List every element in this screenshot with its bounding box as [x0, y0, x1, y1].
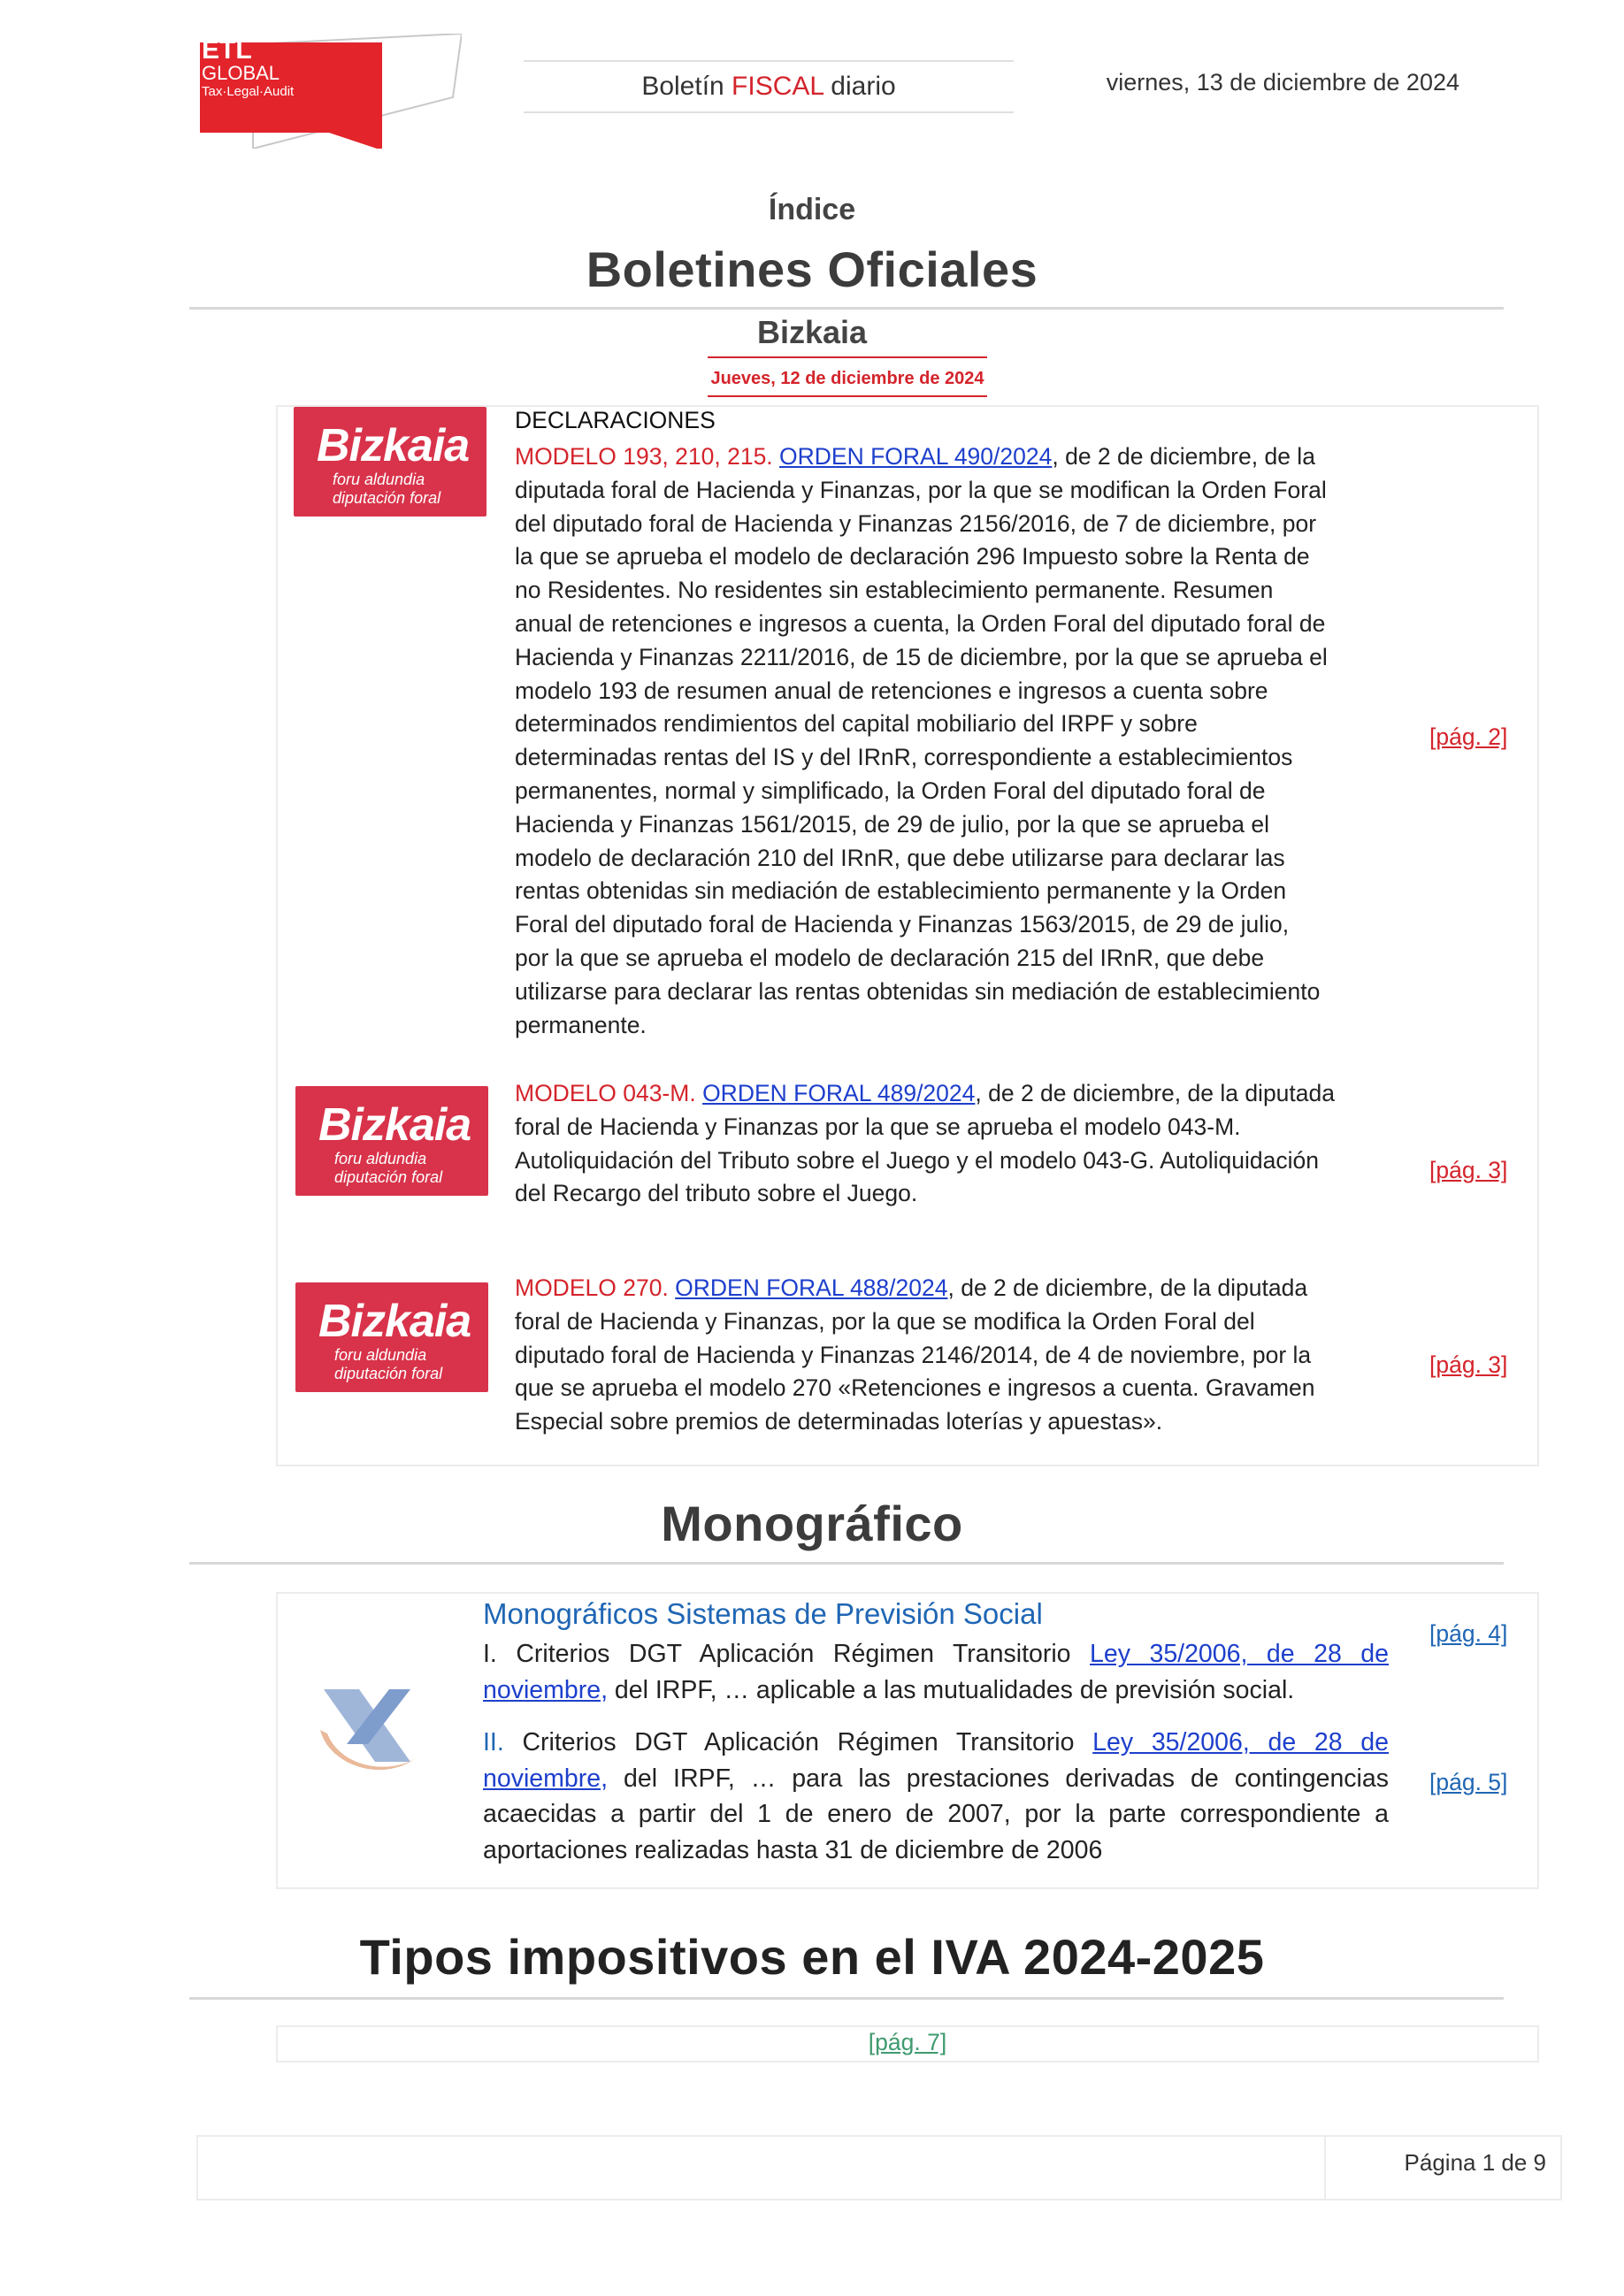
entry-line: diputado foral de Hacienda y Finanzas 2146/2014, de 4 de noviembre, por la — [515, 1341, 1312, 1368]
entry-line: Autoliquidación del Tributo sobre el Juego y el modelo 043-G. Autoliquidación — [515, 1146, 1319, 1174]
aeat-logo — [311, 1677, 421, 1787]
section-divider — [189, 1997, 1504, 2000]
monografico-item-2 — [483, 1725, 1389, 1868]
entry-line: permanente. — [515, 1011, 647, 1038]
entry-model: MODELO 270. — [515, 1274, 676, 1301]
region-date: Jueves, 12 de diciembre de 2024 — [710, 369, 984, 388]
entry-first-line — [515, 440, 1389, 474]
ley-link[interactable]: noviembre, — [483, 1764, 608, 1793]
bizkaia-logo-name: Bizkaia — [318, 1099, 471, 1151]
bizkaia-logo — [295, 1086, 488, 1196]
section-divider — [189, 1562, 1504, 1565]
entry-line: anual de retenciones e ingresos a cuenta, la Orden Foral del diputado foral de — [515, 609, 1326, 637]
section-title-monografico: Monográfico — [661, 1496, 963, 1551]
aeat-icon — [311, 1677, 421, 1787]
ley-link[interactable]: Ley 35/2006, de 28 de — [1090, 1640, 1389, 1668]
entry-first-line — [515, 1077, 1389, 1111]
entry-line: acaecidas a partir del 1 de enero de 2007, por la parte correspondiente a — [483, 1800, 1389, 1828]
entry-line: determinados rendimientos del capital mobiliario del IRPF y sobre — [515, 710, 1198, 738]
entry-line: por la que se aprueba el modelo de declaración 215 del IRnR, que debe — [515, 944, 1265, 971]
bizkaia-logo-sub1: foru aldundia — [334, 1150, 427, 1167]
entry-line: Hacienda y Finanzas 2211/2016, de 15 de diciembre, por la que se aprueba el — [515, 643, 1328, 670]
monografico-item-1 — [483, 1636, 1389, 1708]
entry-first-line — [483, 1636, 1389, 1672]
title-accent: FISCAL — [732, 72, 823, 101]
entry-first-line — [515, 1272, 1389, 1305]
entry-line: Foral del diputado foral de Hacienda y Finanzas 1563/2015, de 29 de julio, — [515, 911, 1290, 938]
entry-line: la que se aprueba el modelo de declaración 296 Impuesto sobre la Renta de — [515, 543, 1310, 570]
entry-line: Especial sobre premios de determinadas loterías y apuestas». — [515, 1408, 1163, 1435]
item-pre: Criterios DGT Aplicación Régimen Transitorio — [503, 1728, 1093, 1756]
item-numeral: II. — [483, 1728, 504, 1756]
entry-line: permanentes, normal y simplificado, la Orden Foral del diputado foral de — [515, 777, 1266, 804]
entry-line: rentas obtenidas sin mediación de establecimiento permanente y la Orden — [515, 877, 1287, 905]
logo-line1: GLOBAL — [202, 62, 280, 84]
entry-line: modelo 193 de resumen anual de retenciones e ingresos a cuenta sobre — [515, 677, 1268, 704]
footer-divider — [1324, 2137, 1326, 2199]
logo-line2: Tax·Legal·Audit — [202, 84, 295, 99]
region-date-rule — [708, 395, 987, 397]
entry-line: , de 2 de diciembre, de la diputada — [975, 1080, 1335, 1106]
logo-brand: ETL — [202, 35, 252, 65]
title-suffix: diario — [823, 72, 896, 101]
page-link[interactable]: [pág. 7] — [868, 2029, 947, 2055]
entry-line: diputada foral de Hacienda y Finanzas, por la que se modifican la Orden Foral — [515, 476, 1327, 503]
bizkaia-logo — [294, 407, 486, 517]
category-label: DECLARACIONES — [515, 407, 716, 433]
entry-line — [483, 1672, 1389, 1709]
etl-global-logo — [196, 34, 462, 149]
item-rest: del IRPF, … aplicable a las mutualidades de previsión social. — [607, 1675, 1295, 1704]
entry-model: MODELO 193, 210, 215. — [515, 443, 780, 470]
header-date: viernes, 13 de diciembre de 2024 — [1106, 69, 1459, 96]
entry-line: no Residentes. No residentes sin establecimiento permanente. Resumen — [515, 577, 1274, 604]
entry-line: foral de Hacienda y Finanzas por la que se aprueba el modelo 043-M. — [515, 1113, 1241, 1140]
page-link[interactable]: [pág. 3] — [1429, 1157, 1508, 1183]
bizkaia-logo-sub2: diputación foral — [334, 1168, 443, 1186]
page-number: Página 1 de 9 — [1404, 2149, 1546, 2176]
item-rest: del IRPF, … para las prestaciones derivadas de contingencias — [607, 1764, 1389, 1793]
entry-line — [483, 1761, 1389, 1797]
region-rule — [708, 356, 987, 358]
entry-modelo-043 — [515, 1077, 1389, 1211]
entry-model: MODELO 043-M. — [515, 1080, 703, 1106]
section-divider — [189, 307, 1504, 310]
orden-foral-link[interactable]: ORDEN FORAL 489/2024 — [702, 1080, 976, 1106]
bizkaia-logo — [295, 1282, 488, 1392]
entry-line: , de 2 de diciembre, de la diputada — [947, 1274, 1308, 1301]
ley-link[interactable]: noviembre, — [483, 1675, 608, 1704]
page-link[interactable]: [pág. 3] — [1429, 1351, 1508, 1378]
bizkaia-logo-name: Bizkaia — [317, 420, 470, 471]
entry-line: foral de Hacienda y Finanzas, por la que se modifica la Orden Foral del — [515, 1307, 1255, 1335]
entry-modelo-270 — [515, 1272, 1389, 1439]
entry-line: del Recargo del tributo sobre el Juego. — [515, 1180, 918, 1207]
page-link[interactable]: [pág. 2] — [1429, 723, 1508, 750]
bulletin-title — [524, 60, 1014, 113]
bizkaia-logo-sub1: foru aldundia — [334, 1346, 427, 1364]
title-prefix: Boletín — [641, 72, 732, 101]
page-link[interactable]: [pág. 4] — [1429, 1620, 1508, 1647]
entry-line: del diputado foral de Hacienda y Finanzas 2156/2016, de 7 de diciembre, por — [515, 509, 1317, 537]
entry-line: , de 2 de diciembre, de la — [1052, 443, 1315, 470]
page-link[interactable]: [pág. 5] — [1429, 1769, 1508, 1795]
page-footer — [196, 2135, 1562, 2200]
entry-line: Hacienda y Finanzas 1561/2015, de 29 de julio, por la que se aprueba el — [515, 810, 1270, 838]
orden-foral-link[interactable]: ORDEN FORAL 488/2024 — [675, 1274, 948, 1301]
item-pre: Criterios DGT Aplicación Régimen Transitorio — [496, 1640, 1091, 1668]
region-title: Bizkaia — [756, 314, 868, 350]
orden-foral-link[interactable]: ORDEN FORAL 490/2024 — [779, 443, 1053, 470]
entry-line: determinadas rentas del IS y del IRnR, correspondiente a establecimientos — [515, 744, 1293, 771]
bizkaia-logo-name: Bizkaia — [318, 1296, 471, 1347]
entry-first-line — [483, 1725, 1389, 1761]
entry-line: modelo de declaración 210 del IRnR, que debe utilizarse para declarar las — [515, 844, 1285, 871]
section-title-boletines: Boletines Oficiales — [586, 241, 1038, 297]
bizkaia-logo-sub2: diputación foral — [333, 489, 441, 507]
entry-modelo-193 — [515, 440, 1389, 1042]
section-title-iva: Tipos impositivos en el IVA 2024-2025 — [359, 1929, 1265, 1985]
index-label: Índice — [768, 193, 856, 226]
entry-line: que se aprueba el modelo 270 «Retenciones e ingresos a cuenta. Gravamen — [515, 1374, 1315, 1402]
ley-link[interactable]: Ley 35/2006, de 28 de — [1092, 1728, 1389, 1756]
monografico-heading: Monográficos Sistemas de Previsión Social — [483, 1597, 1043, 1630]
entry-line: utilizarse para declarar las rentas obtenidas sin mediación de establecimiento — [515, 977, 1321, 1005]
entry-line: aportaciones realizadas hasta 31 de diciembre de 2006 — [483, 1835, 1103, 1864]
bizkaia-logo-sub2: diputación foral — [334, 1365, 443, 1382]
item-numeral: I. — [483, 1640, 497, 1668]
bizkaia-logo-sub1: foru aldundia — [333, 471, 425, 488]
